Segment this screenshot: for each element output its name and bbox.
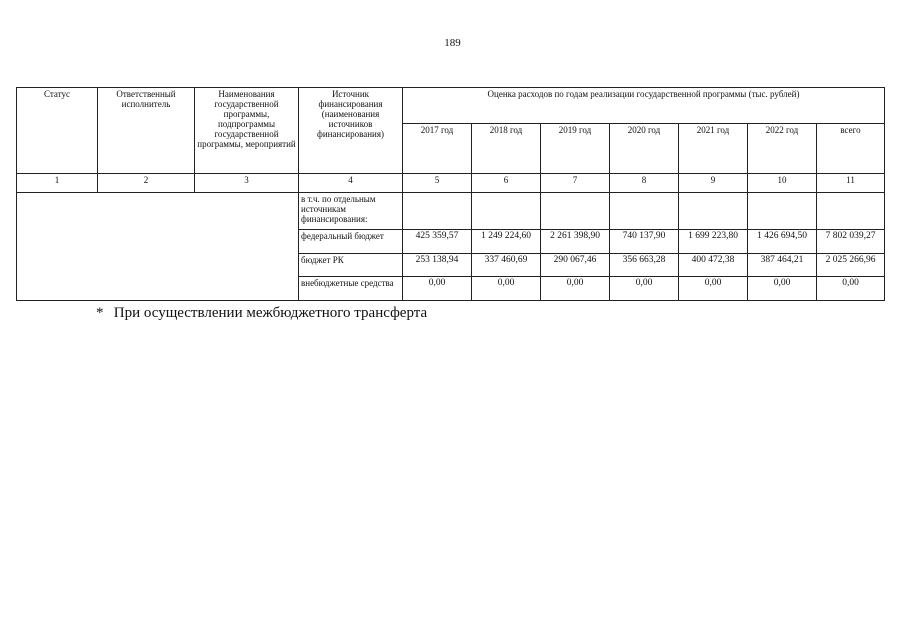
column-number: 1 <box>17 174 98 193</box>
header-status: Статус <box>17 88 98 174</box>
value-cell <box>817 193 885 230</box>
value-cell: 7 802 039,27 <box>817 230 885 254</box>
column-number: 10 <box>748 174 817 193</box>
header-year-2018: 2018 год <box>472 124 541 174</box>
header-year-2022: 2022 год <box>748 124 817 174</box>
footnote-mark: * <box>96 305 104 321</box>
column-number: 4 <box>299 174 403 193</box>
value-cell <box>472 193 541 230</box>
value-cell: 740 137,90 <box>610 230 679 254</box>
value-cell: 0,00 <box>472 277 541 301</box>
value-cell <box>541 193 610 230</box>
value-cell: 2 261 398,90 <box>541 230 610 254</box>
header-source: Источник финансирования (наименования источников финансирования) <box>299 88 403 174</box>
source-cell: федеральный бюджет <box>299 230 403 254</box>
value-cell: 1 249 224,60 <box>472 230 541 254</box>
column-number: 2 <box>98 174 195 193</box>
column-number: 8 <box>610 174 679 193</box>
header-executor: Ответственный исполнитель <box>98 88 195 174</box>
value-cell: 1 426 694,50 <box>748 230 817 254</box>
value-cell <box>403 193 472 230</box>
header-year-2019: 2019 год <box>541 124 610 174</box>
column-number: 3 <box>195 174 299 193</box>
header-year-2020: 2020 год <box>610 124 679 174</box>
value-cell <box>679 193 748 230</box>
budget-table <box>16 87 885 301</box>
value-cell: 0,00 <box>817 277 885 301</box>
value-cell: 290 067,46 <box>541 254 610 277</box>
footnote-text: При осуществлении межбюджетного трансферта <box>113 305 428 321</box>
value-cell: 425 359,57 <box>403 230 472 254</box>
value-cell <box>748 193 817 230</box>
footnote <box>96 305 427 322</box>
value-cell: 0,00 <box>403 277 472 301</box>
header-year-2021: 2021 год <box>679 124 748 174</box>
source-cell: в т.ч. по отдельным источникам финансирования: <box>299 193 403 230</box>
column-number: 5 <box>403 174 472 193</box>
value-cell: 0,00 <box>748 277 817 301</box>
value-cell: 1 699 223,80 <box>679 230 748 254</box>
value-cell: 400 472,38 <box>679 254 748 277</box>
value-cell: 387 464,21 <box>748 254 817 277</box>
column-number: 7 <box>541 174 610 193</box>
source-cell: бюджет РК <box>299 254 403 277</box>
column-number: 11 <box>817 174 885 193</box>
merged-empty-cell <box>17 193 299 301</box>
page-number: 189 <box>444 37 461 49</box>
value-cell: 253 138,94 <box>403 254 472 277</box>
value-cell: 356 663,28 <box>610 254 679 277</box>
header-year-2017: 2017 год <box>403 124 472 174</box>
value-cell: 2 025 266,96 <box>817 254 885 277</box>
value-cell: 0,00 <box>541 277 610 301</box>
header-total: всего <box>817 124 885 174</box>
column-number: 6 <box>472 174 541 193</box>
source-cell: внебюджетные средства <box>299 277 403 301</box>
value-cell: 337 460,69 <box>472 254 541 277</box>
value-cell: 0,00 <box>679 277 748 301</box>
value-cell: 0,00 <box>610 277 679 301</box>
column-number: 9 <box>679 174 748 193</box>
header-estimate: Оценка расходов по годам реализации государственной программы (тыс. рублей) <box>403 88 885 124</box>
header-names: Наименования государственной программы, подпрограммы государственной программы, мероприятий <box>195 88 299 174</box>
value-cell <box>610 193 679 230</box>
